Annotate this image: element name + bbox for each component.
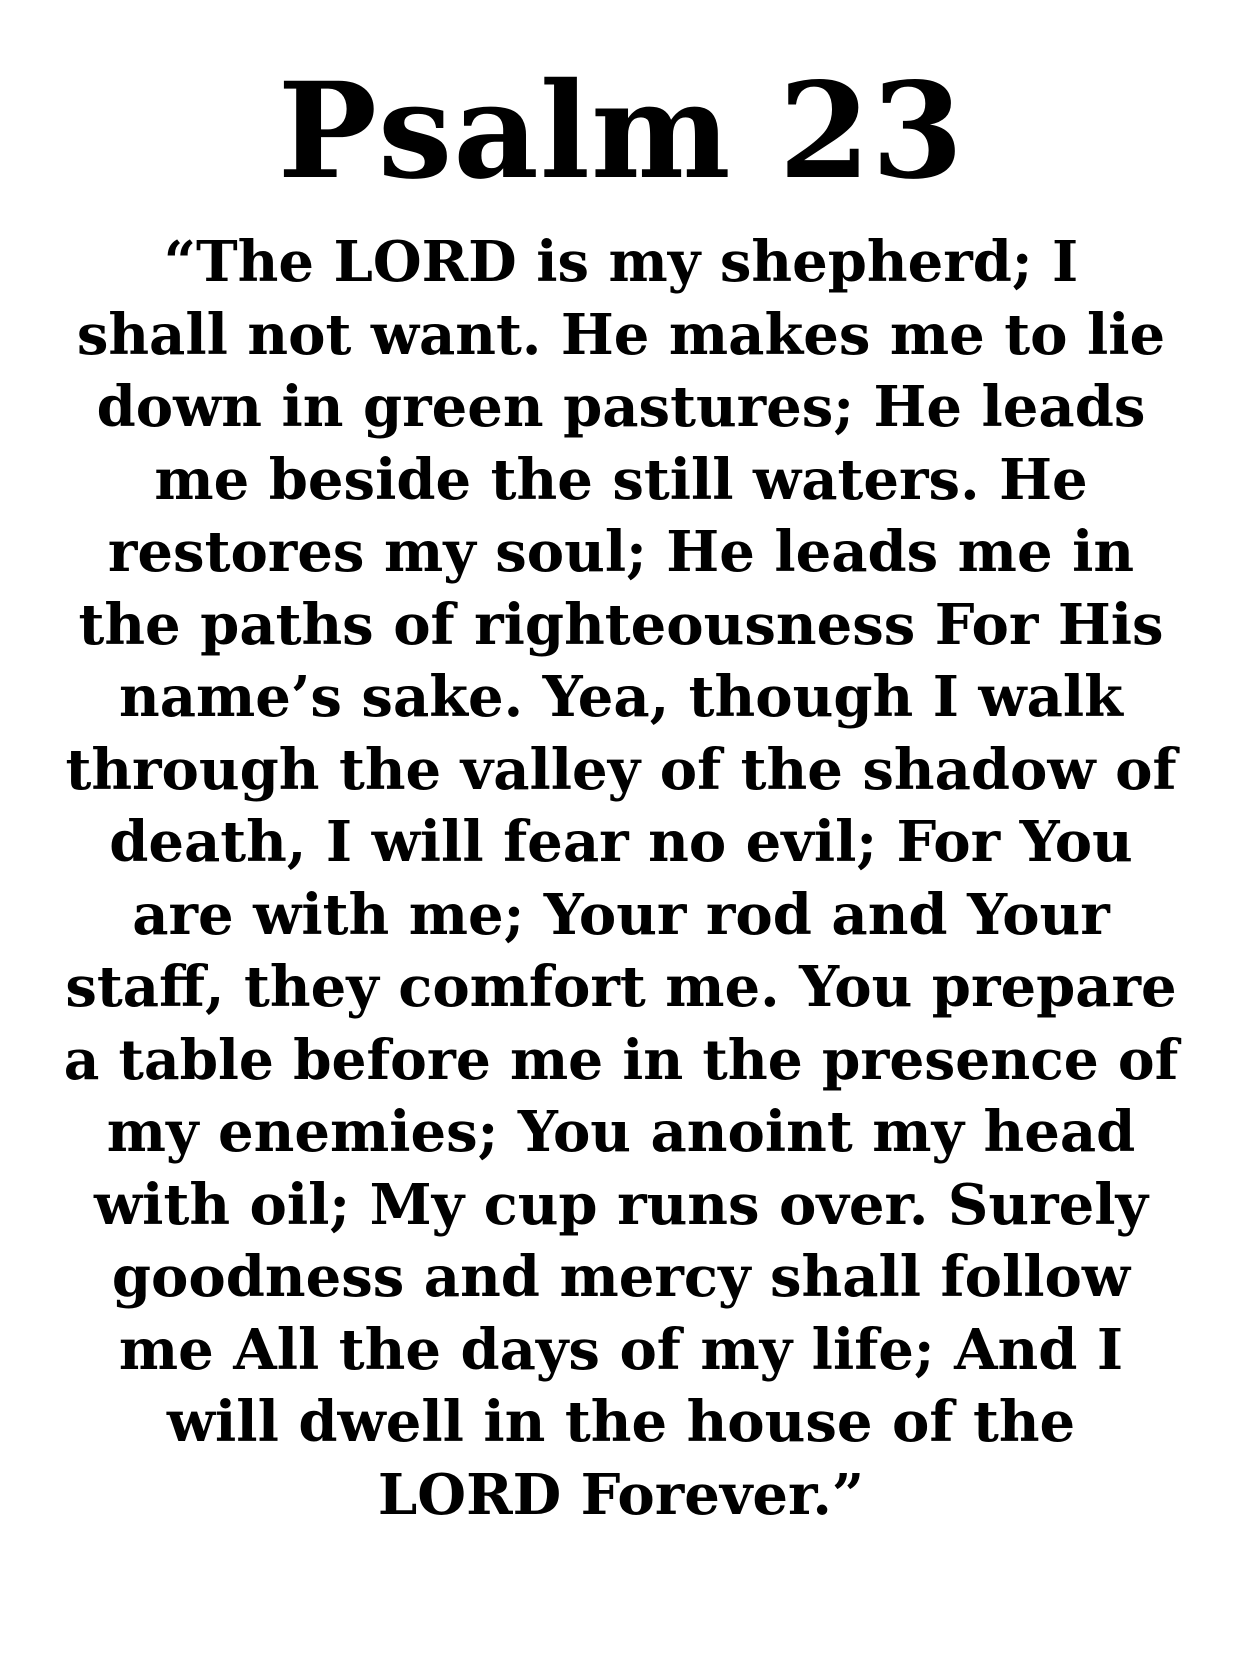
verse-line: will dwell in the house of the: [166, 1389, 1076, 1455]
verse-line: shall not want. He makes me to lie: [76, 301, 1166, 368]
verse-line: “The LORD is my shepherd; I: [163, 229, 1079, 295]
verse-line: my enemies; You anoint my head: [106, 1099, 1136, 1165]
verse-line: name’s sake. Yea, though I walk: [119, 664, 1123, 730]
verse-line: are with me; Your rod and Your: [132, 881, 1110, 948]
verse-text: [0, 226, 1242, 1531]
verse-line: LORD Forever.”: [377, 1461, 865, 1528]
verse-line: a table before me in the presence of: [63, 1026, 1179, 1092]
verse-line: staff, they comfort me. You prepare: [65, 954, 1177, 1020]
verse-line: me beside the still waters. He: [154, 446, 1088, 513]
verse-line: restores my soul; He leads me in: [107, 519, 1135, 585]
verse-line: down in green pastures; He leads: [96, 374, 1146, 440]
verse-line: with oil; My cup runs over. Surely: [93, 1171, 1149, 1238]
page-title: Psalm 23: [277, 54, 965, 209]
verse-line: death, I will fear no evil; For You: [109, 809, 1133, 875]
verse-line: goodness and mercy shall follow: [111, 1244, 1131, 1310]
verse-line: the paths of righteousness For His: [78, 591, 1164, 658]
verse-line: through the valley of the shadow of: [65, 736, 1177, 803]
verse-line: me All the days of my life; And I: [118, 1316, 1124, 1383]
